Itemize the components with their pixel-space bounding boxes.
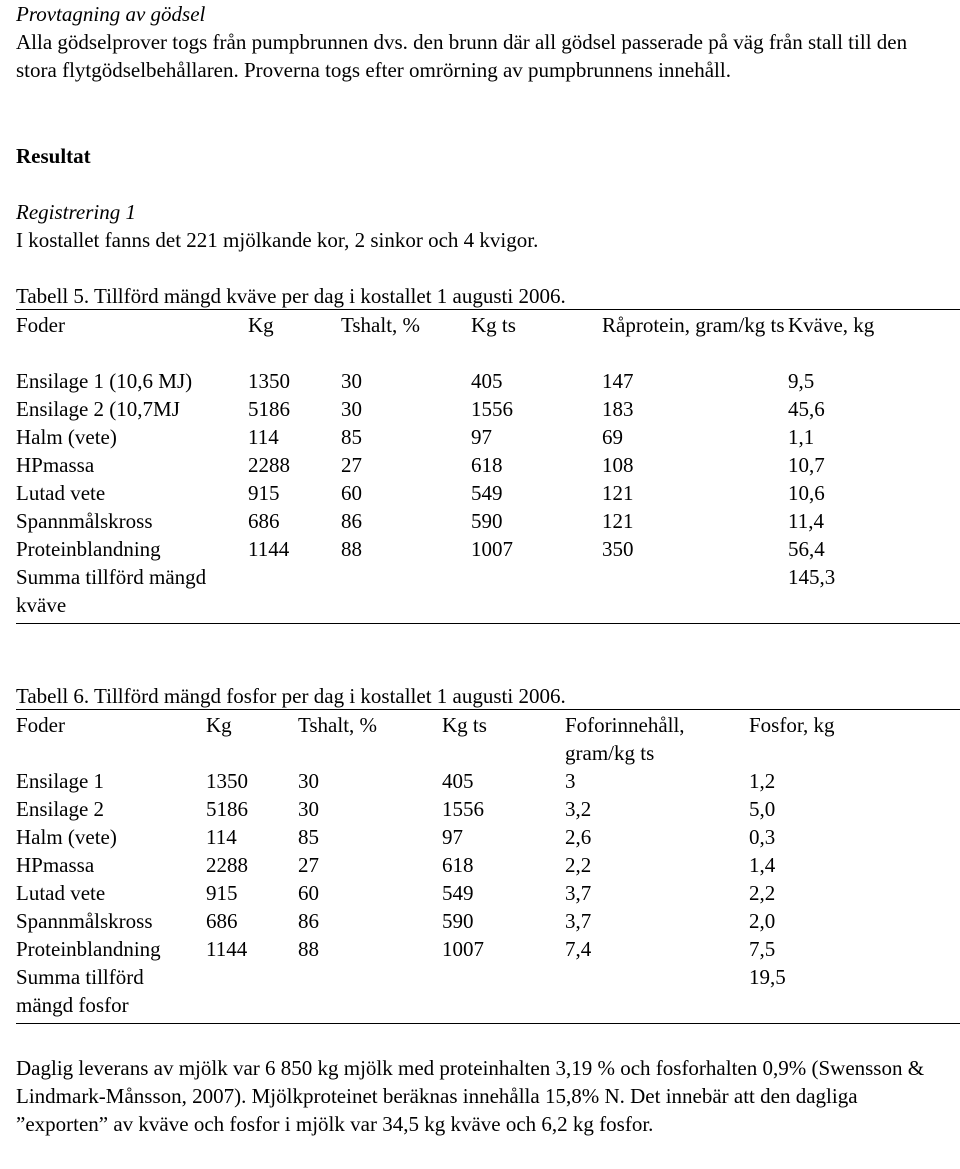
table5-total-value: 145,3 (788, 565, 836, 589)
table6-cell: Ensilage 2 (16, 797, 105, 821)
table5-cell: Lutad vete (16, 481, 106, 505)
registration-heading: Registrering 1 (16, 200, 136, 224)
table5-cell: 350 (602, 537, 634, 561)
table5-cell: 69 (602, 425, 623, 449)
table6-cell: 27 (298, 853, 319, 877)
table6-cell: 7,5 (749, 937, 776, 961)
table5-header-cell: Råprotein, gram/kg ts (602, 313, 785, 337)
table6-cell: 5186 (206, 797, 248, 821)
table6-total-value: 19,5 (749, 965, 786, 989)
table6-cell: 85 (298, 825, 319, 849)
table6-row (16, 851, 909, 879)
table6-cell: 97 (442, 825, 463, 849)
intro-heading: Provtagning av gödsel (16, 2, 206, 26)
table5-cell: 1,1 (788, 425, 815, 449)
table5-cell: 60 (341, 481, 362, 505)
table6-row (16, 879, 909, 907)
table6-cell: Proteinblandning (16, 937, 161, 961)
table5-header-cell: Tshalt, % (341, 313, 421, 337)
table5-cell: 915 (248, 481, 280, 505)
table5-row (16, 395, 960, 423)
table5-cell: Halm (vete) (16, 425, 117, 449)
table6-cell: Halm (vete) (16, 825, 117, 849)
table5-cell: Spannmålskross (16, 509, 153, 533)
table5-top-rule (16, 309, 960, 310)
table6-cell: 2,2 (565, 853, 592, 877)
table5-header-cell: Kg ts (471, 313, 516, 337)
table5-cell: 11,4 (788, 509, 824, 533)
table6-top-rule (16, 709, 960, 710)
table6-cell: 88 (298, 937, 319, 961)
table5-cell: Proteinblandning (16, 537, 161, 561)
table5-cell: 147 (602, 369, 634, 393)
table6-header-row (16, 711, 909, 767)
table6-header-cell: Foder (16, 713, 65, 737)
table6-cell: Lutad vete (16, 881, 106, 905)
table5-row (16, 451, 960, 479)
table5-cell: 405 (471, 369, 503, 393)
table5-cell: 2288 (248, 453, 290, 477)
table6-cell: 7,4 (565, 937, 592, 961)
table5-cell: 30 (341, 369, 362, 393)
table5-total-label: Summa tillförd mängd kväve (16, 565, 207, 617)
table5-cell: 686 (248, 509, 280, 533)
table5-cell: 45,6 (788, 397, 825, 421)
table5-cell: 1350 (248, 369, 290, 393)
intro-section (16, 0, 946, 84)
footer-text: Daglig leverans av mjölk var 6 850 kg mjölk med proteinhalten 3,19 % och fosforhalten 0,9% (Swensson & Lindmark-Månsson, 2007). Mjölkproteinet beräknas innehålla 15,8% N. Det innebär att den dagliga ”exporten” av kväve och fosfor i mjölk var 34,5 kg kväve och 6,2 kg fosfor. (16, 1056, 925, 1136)
table6-cell: 405 (442, 769, 474, 793)
table5-cell: 30 (341, 397, 362, 421)
table5-header-cell: Foder (16, 313, 65, 337)
table5-cell: 85 (341, 425, 362, 449)
table6-cell: 30 (298, 769, 319, 793)
table6-row (16, 767, 909, 795)
table6-cell: 915 (206, 881, 238, 905)
table5-bottom-rule (16, 623, 960, 624)
table6-cell: 30 (298, 797, 319, 821)
table6-cell: HPmassa (16, 853, 95, 877)
table6-bottom-rule (16, 1023, 960, 1024)
table5-cell: 1144 (248, 537, 290, 561)
table5-cell: 88 (341, 537, 362, 561)
table5-cell: 27 (341, 453, 362, 477)
table6 (16, 711, 909, 1019)
table5-header-cell: Kg (248, 313, 274, 337)
table6-cell: 2,2 (749, 881, 776, 905)
table6-cell: 1556 (442, 797, 484, 821)
table6-cell: 686 (206, 909, 238, 933)
table6-cell: 549 (442, 881, 474, 905)
table6-cell: 3,7 (565, 881, 592, 905)
table6-header-cell: Foforinnehåll, gram/kg ts (565, 713, 685, 765)
table6-row (16, 907, 909, 935)
table6-cell: 86 (298, 909, 319, 933)
table5-caption: Tabell 5. Tillförd mängd kväve per dag i kostallet 1 augusti 2006. (16, 284, 566, 308)
table5-cell: 618 (471, 453, 503, 477)
table6-cell: 618 (442, 853, 474, 877)
table5-cell: 97 (471, 425, 492, 449)
table5-row (16, 423, 960, 451)
table6-row (16, 795, 909, 823)
table5-cell: Ensilage 1 (10,6 MJ) (16, 369, 193, 393)
table5-cell: 86 (341, 509, 362, 533)
table6-cell: Spannmålskross (16, 909, 153, 933)
table6-header-cell: Kg (206, 713, 232, 737)
table6-cell: Ensilage 1 (16, 769, 105, 793)
table5-row (16, 479, 960, 507)
table5-cell: 9,5 (788, 369, 815, 393)
table5-cell: 108 (602, 453, 634, 477)
table5-cell: 549 (471, 481, 503, 505)
table6-cell: 114 (206, 825, 237, 849)
table5-cell: 121 (602, 509, 634, 533)
table6-cell: 1,2 (749, 769, 776, 793)
table6-total-label: Summa tillförd mängd fosfor (16, 965, 144, 1017)
table5-cell: 590 (471, 509, 503, 533)
table5-row (16, 507, 960, 535)
table5-cell: 10,6 (788, 481, 825, 505)
table6-cell: 3,2 (565, 797, 592, 821)
table6-cell: 1350 (206, 769, 248, 793)
table6-cell: 0,3 (749, 825, 776, 849)
table6-row (16, 935, 909, 963)
table5-cell: 114 (248, 425, 279, 449)
table6-body (16, 767, 909, 963)
table6-cell: 1144 (206, 937, 248, 961)
table5-header-row (16, 311, 960, 367)
table5-header-cell: Kväve, kg (788, 313, 875, 337)
table5-cell: 121 (602, 481, 634, 505)
table5-body (16, 367, 960, 563)
results-heading: Resultat (16, 144, 91, 168)
table6-cell: 5,0 (749, 797, 776, 821)
table5-cell: 1007 (471, 537, 513, 561)
table5-cell: 183 (602, 397, 634, 421)
table6-header-cell: Tshalt, % (298, 713, 378, 737)
table6-cell: 60 (298, 881, 319, 905)
table6-cell: 590 (442, 909, 474, 933)
table6-cell: 1,4 (749, 853, 776, 877)
table6-caption: Tabell 6. Tillförd mängd fosfor per dag i kostallet 1 augusti 2006. (16, 684, 566, 708)
table5-cell: 5186 (248, 397, 290, 421)
table5-cell: 56,4 (788, 537, 825, 561)
table5-row (16, 367, 960, 395)
table6-cell: 2288 (206, 853, 248, 877)
table6-cell: 2,6 (565, 825, 592, 849)
table6-header-cell: Kg ts (442, 713, 487, 737)
table6-header-cell: Fosfor, kg (749, 713, 835, 737)
footer-section (16, 1054, 951, 1138)
table5 (16, 311, 960, 619)
intro-text: Alla gödselprover togs från pumpbrunnen dvs. den brunn där all gödsel passerade på väg från stall till den stora flytgödselbehållaren. Proverna togs efter omrörning av pumpbrunnens innehåll. (16, 30, 908, 82)
herd-note: I kostallet fanns det 221 mjölkande kor, 2 sinkor och 4 kvigor. (16, 228, 539, 252)
table6-cell: 2,0 (749, 909, 776, 933)
table5-cell: HPmassa (16, 453, 95, 477)
table5-total-row (16, 563, 960, 619)
table6-row (16, 823, 909, 851)
table5-cell: 10,7 (788, 453, 825, 477)
table6-cell: 3,7 (565, 909, 592, 933)
table5-cell: Ensilage 2 (10,7MJ (16, 397, 180, 421)
table6-total-row (16, 963, 909, 1019)
table5-row (16, 535, 960, 563)
table6-cell: 1007 (442, 937, 484, 961)
table5-cell: 1556 (471, 397, 513, 421)
table6-cell: 3 (565, 769, 576, 793)
